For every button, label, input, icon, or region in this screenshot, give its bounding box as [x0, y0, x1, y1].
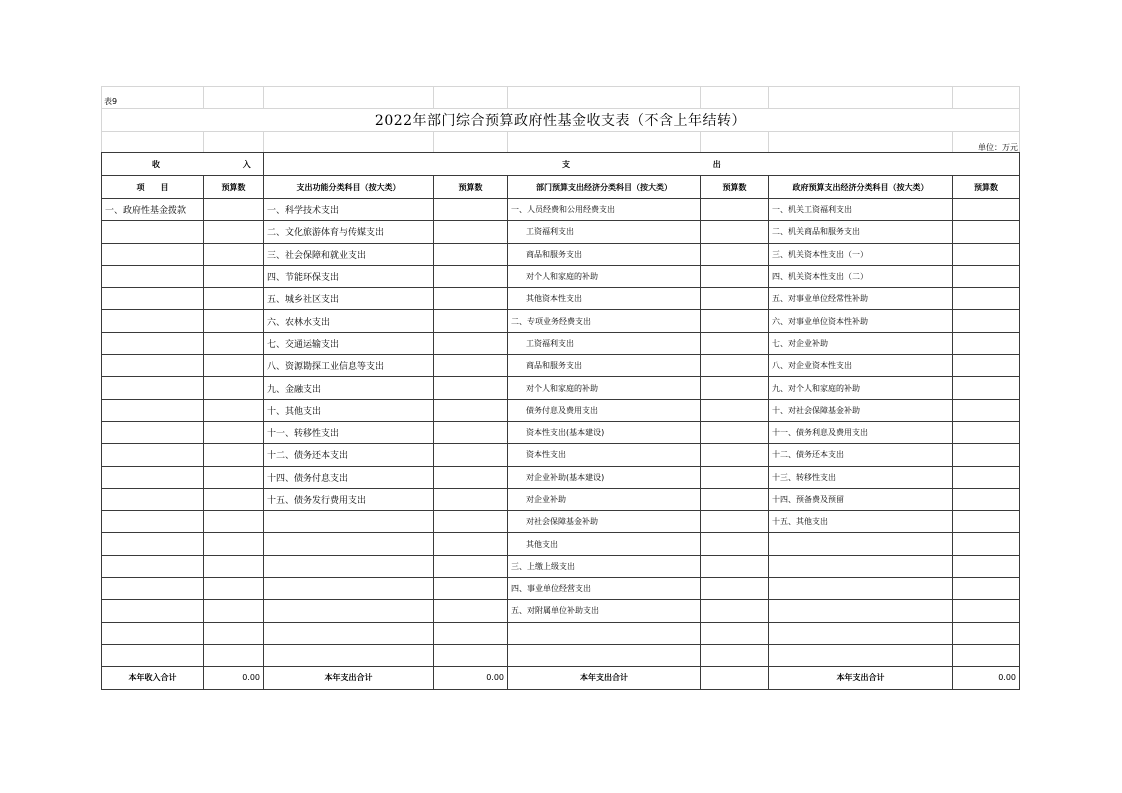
budget-cell — [701, 600, 769, 622]
income-cell: 一、政府性基金拨款 — [102, 199, 204, 221]
grid-line — [101, 108, 1020, 109]
col-dept-econ: 部门预算支出经济分类科目（按大类） — [508, 176, 701, 199]
func-cell — [264, 578, 434, 600]
dept-cell: 一、人员经费和公用经费支出 — [508, 199, 701, 221]
table-row — [102, 444, 1020, 466]
func-cell: 一、科学技术支出 — [264, 199, 434, 221]
func-cell — [264, 600, 434, 622]
budget-cell — [953, 332, 1020, 354]
budget-cell — [953, 377, 1020, 399]
total-func-label: 本年支出合计 — [264, 667, 434, 689]
dept-cell: 对社会保障基金补助 — [508, 511, 701, 533]
expense-header-char2: 出 — [712, 159, 721, 169]
gov-cell — [769, 578, 953, 600]
income-header — [102, 153, 264, 176]
table-row — [102, 466, 1020, 488]
dept-cell: 债务付息及费用支出 — [508, 399, 701, 421]
table-row — [102, 199, 1020, 221]
dept-cell: 资本性支出 — [508, 444, 701, 466]
budget-cell — [701, 421, 769, 443]
func-cell — [264, 555, 434, 577]
budget-cell — [701, 578, 769, 600]
totals-row — [102, 667, 1020, 689]
func-cell: 十二、债务还本支出 — [264, 444, 434, 466]
dept-cell: 商品和服务支出 — [508, 355, 701, 377]
table-row — [102, 600, 1020, 622]
func-cell: 十、其他支出 — [264, 399, 434, 421]
func-cell: 四、节能环保支出 — [264, 265, 434, 287]
budget-cell — [434, 622, 508, 644]
func-cell — [264, 511, 434, 533]
gov-cell: 十、对社会保障基金补助 — [769, 399, 953, 421]
func-cell: 七、交通运输支出 — [264, 332, 434, 354]
budget-cell — [434, 199, 508, 221]
budget-cell — [953, 555, 1020, 577]
budget-cell — [953, 265, 1020, 287]
budget-cell — [701, 533, 769, 555]
table-row — [102, 265, 1020, 287]
income-header-char1: 收 — [152, 159, 160, 169]
total-dept-value — [701, 667, 769, 689]
budget-cell — [204, 332, 264, 354]
income-cell — [102, 399, 204, 421]
budget-cell — [701, 332, 769, 354]
table-row — [102, 355, 1020, 377]
budget-cell — [953, 310, 1020, 332]
income-cell — [102, 488, 204, 510]
budget-cell — [701, 355, 769, 377]
budget-cell — [434, 444, 508, 466]
dept-cell: 工资福利支出 — [508, 332, 701, 354]
gov-cell: 九、对个人和家庭的补助 — [769, 377, 953, 399]
dept-cell: 资本性支出(基本建设) — [508, 421, 701, 443]
func-cell: 十一、转移性支出 — [264, 421, 434, 443]
budget-cell — [434, 243, 508, 265]
income-cell — [102, 600, 204, 622]
dept-cell — [508, 622, 701, 644]
dept-cell: 工资福利支出 — [508, 221, 701, 243]
total-income-value: 0.00 — [204, 667, 264, 689]
budget-cell — [434, 421, 508, 443]
dept-cell: 对个人和家庭的补助 — [508, 265, 701, 287]
income-cell — [102, 511, 204, 533]
table-row — [102, 488, 1020, 510]
grid-line — [768, 86, 769, 108]
grid-line — [700, 86, 701, 108]
budget-cell — [434, 533, 508, 555]
dept-cell — [508, 644, 701, 666]
budget-cell — [701, 511, 769, 533]
budget-cell — [434, 511, 508, 533]
budget-cell — [204, 533, 264, 555]
budget-cell — [701, 444, 769, 466]
budget-cell — [434, 578, 508, 600]
budget-cell — [204, 600, 264, 622]
table-row — [102, 421, 1020, 443]
func-cell: 三、社会保障和就业支出 — [264, 243, 434, 265]
budget-cell — [953, 355, 1020, 377]
grid-line — [952, 131, 953, 152]
table-row — [102, 555, 1020, 577]
budget-cell — [953, 600, 1020, 622]
grid-line — [263, 86, 264, 108]
grid-line — [768, 131, 769, 152]
grid-line — [507, 86, 508, 108]
dept-cell: 其他资本性支出 — [508, 288, 701, 310]
func-cell: 十四、债务付息支出 — [264, 466, 434, 488]
budget-cell — [204, 578, 264, 600]
budget-cell — [204, 288, 264, 310]
budget-cell — [434, 332, 508, 354]
budget-cell — [953, 399, 1020, 421]
budget-cell — [204, 399, 264, 421]
table-row — [102, 221, 1020, 243]
func-cell: 二、文化旅游体育与传媒支出 — [264, 221, 434, 243]
income-cell — [102, 355, 204, 377]
budget-cell — [434, 600, 508, 622]
gov-cell: 二、机关商品和服务支出 — [769, 221, 953, 243]
gov-cell: 十三、转移性支出 — [769, 466, 953, 488]
budget-cell — [953, 622, 1020, 644]
budget-cell — [204, 644, 264, 666]
income-cell — [102, 265, 204, 287]
gov-cell — [769, 555, 953, 577]
func-cell — [264, 622, 434, 644]
gov-cell: 八、对企业资本性支出 — [769, 355, 953, 377]
income-cell — [102, 555, 204, 577]
dept-cell: 对个人和家庭的补助 — [508, 377, 701, 399]
col-budget: 预算数 — [434, 176, 508, 199]
table-row — [102, 377, 1020, 399]
expense-header-char1: 支 — [562, 159, 570, 169]
income-cell — [102, 310, 204, 332]
budget-cell — [953, 288, 1020, 310]
income-cell — [102, 533, 204, 555]
budget-cell — [434, 377, 508, 399]
gov-cell: 四、机关资本性支出（二） — [769, 265, 953, 287]
table-row — [102, 533, 1020, 555]
table-row — [102, 288, 1020, 310]
budget-cell — [701, 199, 769, 221]
income-cell — [102, 466, 204, 488]
income-cell — [102, 644, 204, 666]
budget-cell — [701, 221, 769, 243]
gov-cell: 十二、债务还本支出 — [769, 444, 953, 466]
table-row — [102, 622, 1020, 644]
total-gov-label: 本年支出合计 — [769, 667, 953, 689]
func-cell — [264, 644, 434, 666]
table-row — [102, 644, 1020, 666]
budget-cell — [204, 555, 264, 577]
grid-line — [433, 131, 434, 152]
dept-cell: 三、上缴上级支出 — [508, 555, 701, 577]
budget-cell — [953, 199, 1020, 221]
grid-line — [433, 86, 434, 108]
grid-line — [203, 131, 204, 152]
budget-cell — [434, 555, 508, 577]
budget-cell — [204, 199, 264, 221]
gov-cell: 六、对事业单位资本性补助 — [769, 310, 953, 332]
budget-cell — [204, 466, 264, 488]
budget-cell — [434, 288, 508, 310]
budget-cell — [204, 488, 264, 510]
dept-cell: 对企业补助(基本建设) — [508, 466, 701, 488]
budget-cell — [204, 444, 264, 466]
budget-cell — [204, 355, 264, 377]
col-budget: 预算数 — [701, 176, 769, 199]
budget-cell — [204, 265, 264, 287]
gov-cell: 五、对事业单位经常性补助 — [769, 288, 953, 310]
total-dept-label: 本年支出合计 — [508, 667, 701, 689]
budget-cell — [204, 310, 264, 332]
header-row-2 — [102, 176, 1020, 199]
total-gov-value: 0.00 — [953, 667, 1020, 689]
grid-line — [952, 86, 953, 108]
budget-cell — [204, 622, 264, 644]
page-title: 2022年部门综合预算政府性基金收支表（不含上年结转） — [374, 113, 747, 129]
budget-cell — [701, 644, 769, 666]
budget-cell — [953, 488, 1020, 510]
table-row — [102, 511, 1020, 533]
gov-cell — [769, 622, 953, 644]
gov-cell: 十四、预备费及预留 — [769, 488, 953, 510]
sheet-label: 表9 — [104, 97, 118, 106]
budget-cell — [701, 310, 769, 332]
gov-cell: 一、机关工资福利支出 — [769, 199, 953, 221]
budget-cell — [434, 466, 508, 488]
income-cell — [102, 332, 204, 354]
budget-cell — [204, 421, 264, 443]
budget-cell — [701, 265, 769, 287]
income-cell — [102, 444, 204, 466]
func-cell: 十五、债务发行费用支出 — [264, 488, 434, 510]
budget-cell — [701, 243, 769, 265]
table-row — [102, 578, 1020, 600]
grid-line — [101, 131, 1020, 132]
col-gov-econ: 政府预算支出经济分类科目（按大类） — [769, 176, 953, 199]
income-cell — [102, 421, 204, 443]
grid-line — [263, 131, 264, 152]
budget-cell — [953, 511, 1020, 533]
total-income-label: 本年收入合计 — [102, 667, 204, 689]
dept-cell: 对企业补助 — [508, 488, 701, 510]
dept-cell: 其他支出 — [508, 533, 701, 555]
budget-cell — [953, 466, 1020, 488]
unit-label: 单位：万元 — [978, 143, 1018, 152]
budget-cell — [434, 221, 508, 243]
grid-line — [203, 86, 204, 108]
budget-cell — [953, 533, 1020, 555]
col-func-cat: 支出功能分类科目（按大类） — [264, 176, 434, 199]
budget-cell — [204, 511, 264, 533]
budget-cell — [953, 578, 1020, 600]
budget-cell — [701, 488, 769, 510]
func-cell: 六、农林水支出 — [264, 310, 434, 332]
total-func-value: 0.00 — [434, 667, 508, 689]
func-cell: 五、城乡社区支出 — [264, 288, 434, 310]
expense-header — [264, 153, 1020, 176]
budget-cell — [434, 488, 508, 510]
income-cell — [102, 288, 204, 310]
budget-cell — [434, 355, 508, 377]
budget-cell — [701, 288, 769, 310]
gov-cell — [769, 533, 953, 555]
budget-cell — [953, 221, 1020, 243]
income-cell — [102, 377, 204, 399]
budget-cell — [204, 221, 264, 243]
income-header-char2: 入 — [242, 159, 251, 169]
budget-cell — [434, 310, 508, 332]
gov-cell: 三、机关资本性支出（一） — [769, 243, 953, 265]
income-cell — [102, 578, 204, 600]
dept-cell: 商品和服务支出 — [508, 243, 701, 265]
grid-line — [507, 131, 508, 152]
budget-cell — [434, 265, 508, 287]
budget-table — [101, 152, 1020, 690]
gov-cell — [769, 600, 953, 622]
table-row — [102, 310, 1020, 332]
gov-cell: 十五、其他支出 — [769, 511, 953, 533]
income-cell — [102, 243, 204, 265]
table-row — [102, 332, 1020, 354]
col-budget: 预算数 — [953, 176, 1020, 199]
dept-cell: 四、事业单位经营支出 — [508, 578, 701, 600]
budget-cell — [701, 377, 769, 399]
header-row-1 — [102, 153, 1020, 176]
table-row — [102, 243, 1020, 265]
income-cell — [102, 622, 204, 644]
budget-cell — [953, 444, 1020, 466]
budget-cell — [701, 466, 769, 488]
gov-cell: 七、对企业补助 — [769, 332, 953, 354]
budget-cell — [953, 644, 1020, 666]
budget-cell — [701, 622, 769, 644]
budget-cell — [701, 399, 769, 421]
budget-cell — [953, 243, 1020, 265]
gov-cell: 十一、债务利息及费用支出 — [769, 421, 953, 443]
gov-cell — [769, 644, 953, 666]
col-item: 项 目 — [102, 176, 204, 199]
table-row — [102, 399, 1020, 421]
income-cell — [102, 221, 204, 243]
budget-cell — [434, 399, 508, 421]
grid-line — [101, 86, 1020, 87]
budget-cell — [434, 644, 508, 666]
grid-line — [700, 131, 701, 152]
col-budget: 预算数 — [204, 176, 264, 199]
dept-cell: 五、对附属单位补助支出 — [508, 600, 701, 622]
budget-cell — [701, 555, 769, 577]
func-cell: 八、资源勘探工业信息等支出 — [264, 355, 434, 377]
budget-cell — [953, 421, 1020, 443]
budget-cell — [204, 377, 264, 399]
func-cell: 九、金融支出 — [264, 377, 434, 399]
func-cell — [264, 533, 434, 555]
budget-cell — [204, 243, 264, 265]
dept-cell: 二、专项业务经费支出 — [508, 310, 701, 332]
